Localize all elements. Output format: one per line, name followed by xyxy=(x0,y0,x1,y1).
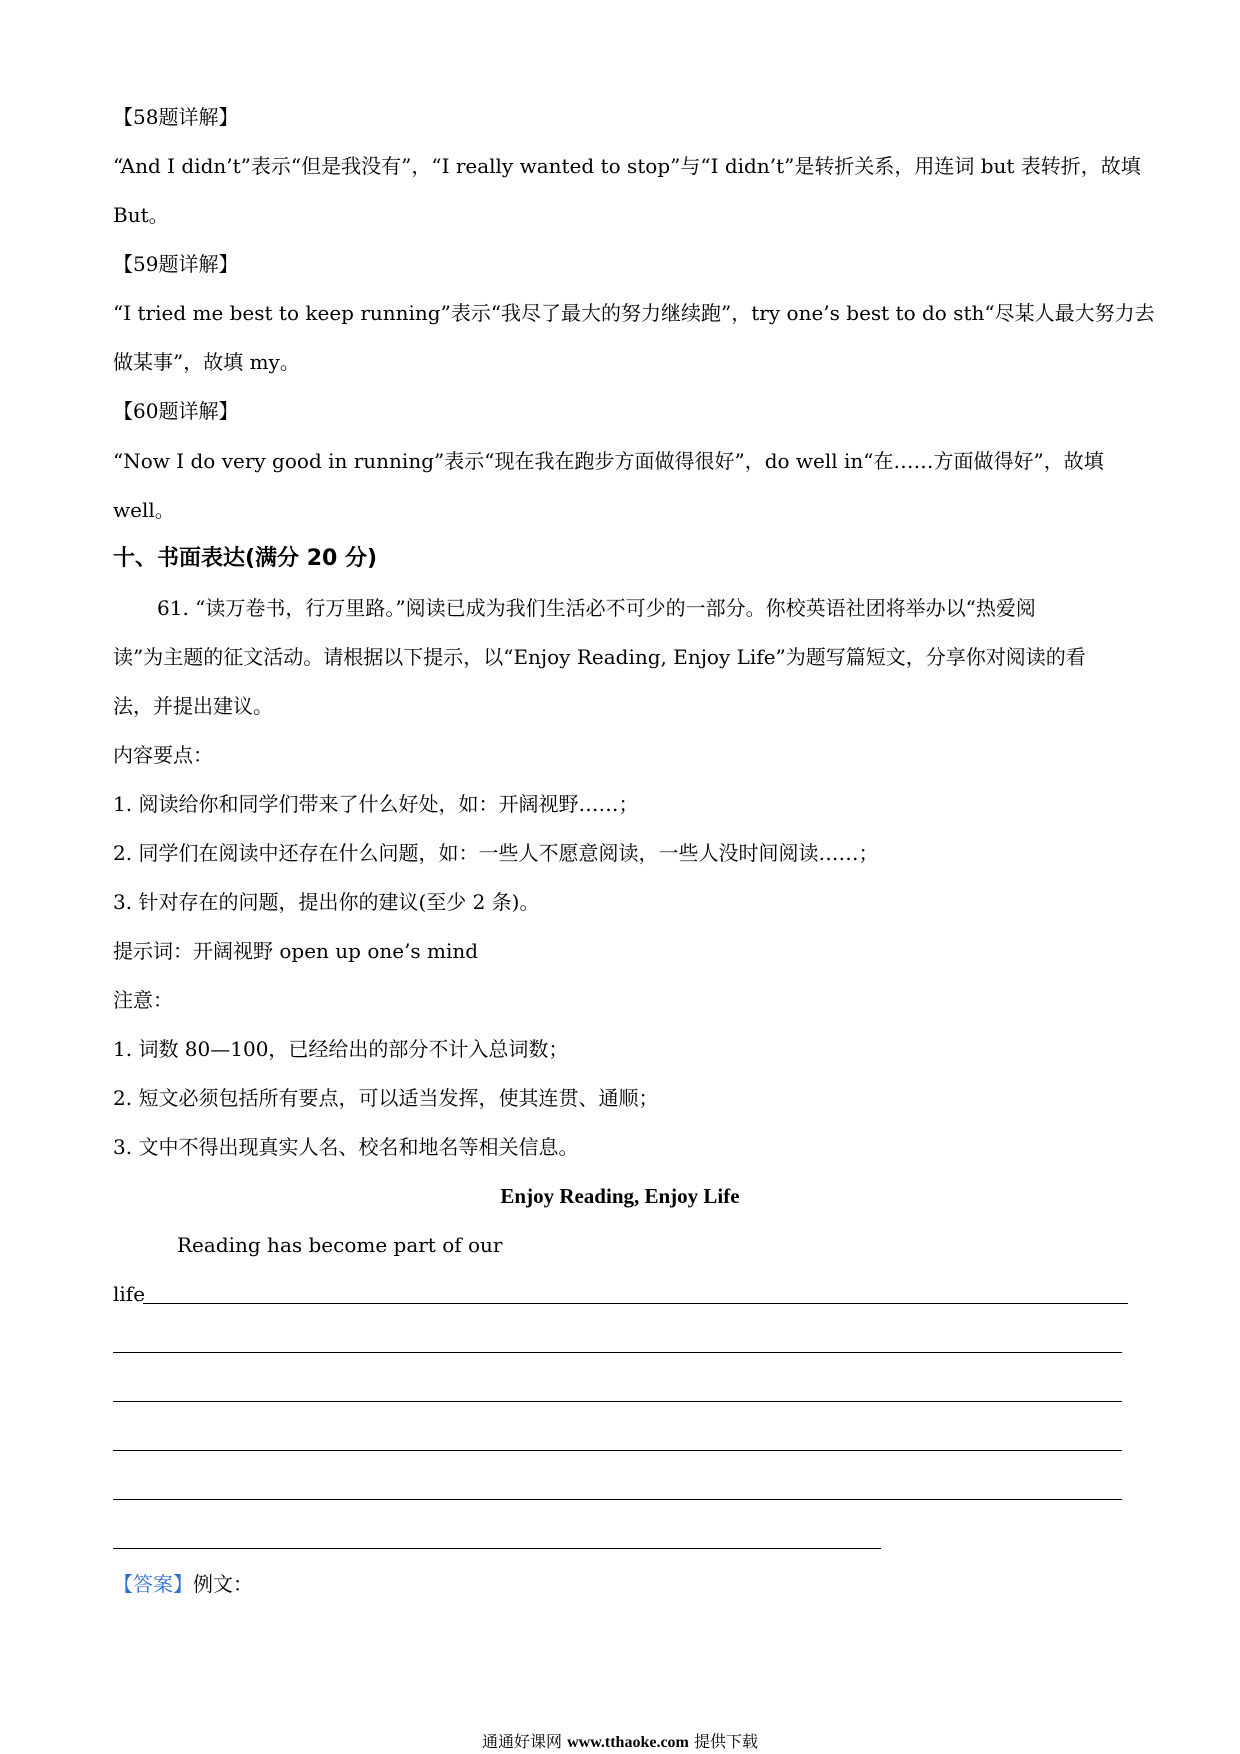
q59-explanation-line1: “I tried me best to keep running”表示“我尽了最大的努力继续跑”，try one’s best to do sth“尽某人最大努力去 xyxy=(113,301,1155,325)
writing-line-2[interactable] xyxy=(113,1352,1122,1353)
content-points-label: 内容要点： xyxy=(113,743,213,767)
page-footer xyxy=(0,1731,1240,1754)
q59-explanation-line2: 做某事”，故填 my。 xyxy=(113,350,300,374)
q58-explanation-line2: But。 xyxy=(113,203,169,227)
q59-header: 【59题详解】 xyxy=(113,252,239,276)
q61-prompt-line3: 法，并提出建议。 xyxy=(113,694,273,718)
content-point-3: 3. 针对存在的问题，提出你的建议(至少 2 条)。 xyxy=(113,890,540,914)
hint-words: 提示词：开阔视野 open up one’s mind xyxy=(113,939,479,963)
writing-line-4[interactable] xyxy=(113,1450,1122,1451)
note-2: 2. 短文必须包括所有要点，可以适当发挥，使其连贯、通顺； xyxy=(113,1086,659,1110)
essay-start-sentence: Reading has become part of our xyxy=(177,1233,503,1257)
answer-label: 例文： xyxy=(193,1572,253,1596)
content-point-2: 2. 同学们在阅读中还存在什么问题，如：一些人不愿意阅读，一些人没时间阅读……； xyxy=(113,841,879,865)
q58-explanation-line1: “And I didn’t”表示“但是我没有”，“I really wanted to stop”与“I didn’t”是转折关系，用连词 but 表转折，故填 xyxy=(113,154,1141,178)
answer-line xyxy=(113,1569,253,1599)
content-point-1: 1. 阅读给你和同学们带来了什么好处，如：开阔视野……； xyxy=(113,792,639,816)
footer-suffix: 提供下载 xyxy=(693,1732,758,1751)
q61-prompt-line2: 读”为主题的征文活动。请根据以下提示，以“Enjoy Reading, Enjoy Life”为题写篇短文，分享你对阅读的看 xyxy=(113,645,1086,669)
writing-line-5[interactable] xyxy=(113,1499,1122,1500)
q60-explanation-line1: “Now I do very good in running”表示“现在我在跑步方面做得很好”，do well in“在……方面做得好”，故填 xyxy=(113,449,1104,473)
q61-prompt-line1: 61. “读万卷书，行万里路。”阅读已成为我们生活必不可少的一部分。你校英语社团将举办以“热爱阅 xyxy=(157,596,1036,620)
writing-line-6[interactable] xyxy=(113,1548,881,1549)
notes-label: 注意： xyxy=(113,988,173,1012)
essay-title: Enjoy Reading, Enjoy Life xyxy=(500,1184,740,1208)
q60-header: 【60题详解】 xyxy=(113,399,239,423)
writing-line-3[interactable] xyxy=(113,1401,1122,1402)
footer-site-name: 通通好课网 xyxy=(482,1732,563,1751)
q60-explanation-line2: well。 xyxy=(113,498,175,522)
answer-tag: 【答案】 xyxy=(113,1572,193,1596)
footer-url[interactable]: www.tthaoke.com xyxy=(567,1734,689,1751)
section-heading: 十、书面表达(满分 20 分) xyxy=(113,546,378,571)
note-1: 1. 词数 80—100，已经给出的部分不计入总词数； xyxy=(113,1037,569,1061)
q58-header: 【58题详解】 xyxy=(113,105,239,129)
note-3: 3. 文中不得出现真实人名、校名和地名等相关信息。 xyxy=(113,1135,579,1159)
essay-life-word: life xyxy=(113,1282,146,1306)
writing-line-1[interactable] xyxy=(143,1303,1128,1304)
